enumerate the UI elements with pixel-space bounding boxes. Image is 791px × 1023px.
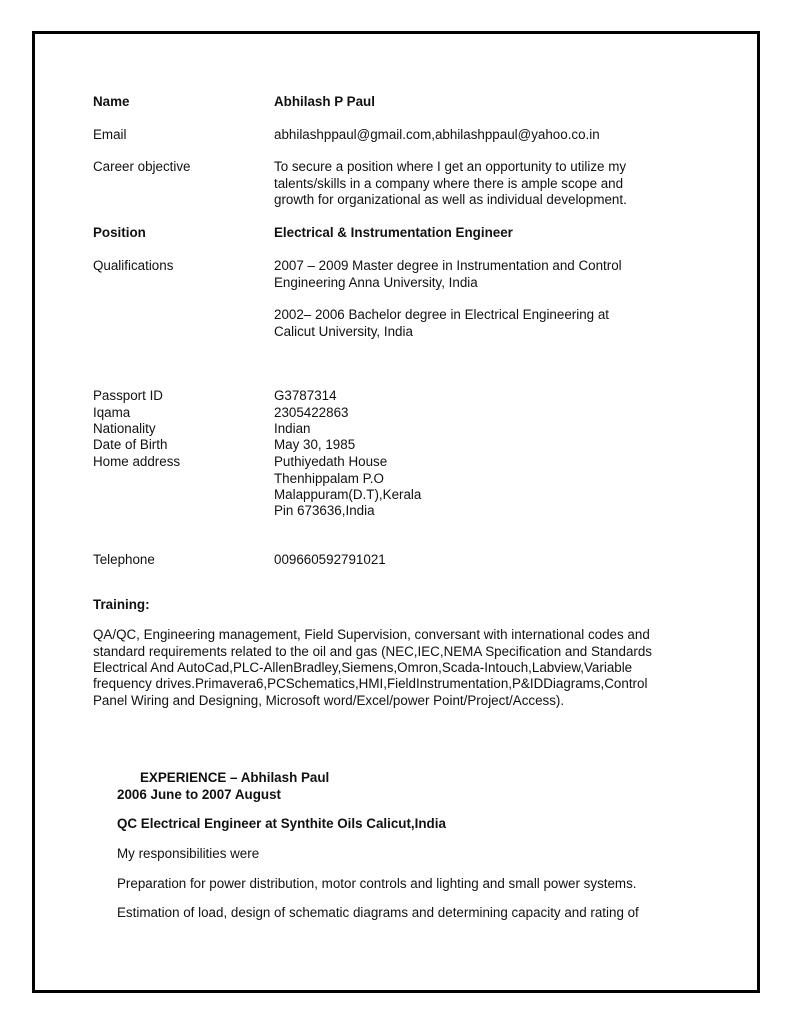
nationality-label: Nationality: [93, 421, 156, 436]
qualification-line: 2007 – 2009 Master degree in Instrumentation and Control: [274, 258, 622, 273]
name-value: Abhilash P Paul: [274, 94, 375, 109]
dob-label: Date of Birth: [93, 437, 168, 452]
iqama-value: 2305422863: [274, 404, 349, 420]
training-line: Electrical And AutoCad,PLC-AllenBradley,Siemens,Omron,Scada-Intouch,Labview,Variable: [93, 660, 633, 675]
responsibility-item: Estimation of load, design of schematic diagrams and determining capacity and rating of: [117, 905, 639, 920]
position-value: Electrical & Instrumentation Engineer: [274, 225, 513, 240]
qualification-line: Engineering Anna University, India: [274, 274, 478, 290]
email-label: Email: [93, 127, 127, 142]
position-label: Position: [93, 225, 146, 240]
qualification-line: 2002– 2006 Bachelor degree in Electrical Engineering at: [274, 307, 609, 322]
email-value: abhilashppaul@gmail.com,abhilashppaul@yahoo.co.in: [274, 127, 600, 142]
telephone-label: Telephone: [93, 552, 155, 567]
training-line: frequency drives.Primavera6,PCSchematics,HMI,FieldInstrumentation,P&IDDiagrams,Control: [93, 676, 648, 691]
experience-intro: My responsibilities were: [117, 846, 260, 861]
training-heading: Training:: [93, 597, 150, 612]
telephone-value: 009660592791021: [274, 552, 386, 567]
objective-line: To secure a position where I get an opportunity to utilize my: [274, 159, 627, 174]
address-line: Puthiyedath House: [274, 454, 388, 469]
address-line: Malappuram(D.T),Kerala: [274, 487, 422, 502]
qualifications-label: Qualifications: [93, 258, 174, 273]
address-label: Home address: [93, 454, 181, 469]
passport-value: G3787314: [274, 388, 337, 403]
training-line: Panel Wiring and Designing, Microsoft word/Excel/power Point/Project/Access).: [93, 692, 565, 708]
dob-value: May 30, 1985: [274, 437, 356, 452]
objective-line: growth for organizational as well as individual development.: [274, 192, 627, 207]
address-line: Thenhippalam P.O: [274, 470, 384, 486]
objective-line: talents/skills in a company where there is ample scope and: [274, 175, 624, 191]
experience-role: QC Electrical Engineer at Synthite Oils Calicut,India: [117, 816, 446, 831]
training-line: standard requirements related to the oil and gas (NEC,IEC,NEMA Specification and Standards: [93, 643, 652, 659]
responsibility-item: Preparation for power distribution, motor controls and lighting and small power systems.: [117, 876, 637, 891]
objective-label: Career objective: [93, 159, 191, 174]
passport-label: Passport ID: [93, 388, 163, 403]
experience-heading: EXPERIENCE – Abhilash Paul: [140, 770, 330, 785]
experience-period: 2006 June to 2007 August: [117, 787, 281, 802]
training-line: QA/QC, Engineering management, Field Supervision, conversant with international codes and: [93, 627, 650, 642]
name-label: Name: [93, 94, 130, 109]
qualification-line: Calicut University, India: [274, 323, 413, 339]
iqama-label: Iqama: [93, 404, 131, 420]
address-line: Pin 673636,India: [274, 503, 375, 518]
nationality-value: Indian: [274, 421, 311, 436]
